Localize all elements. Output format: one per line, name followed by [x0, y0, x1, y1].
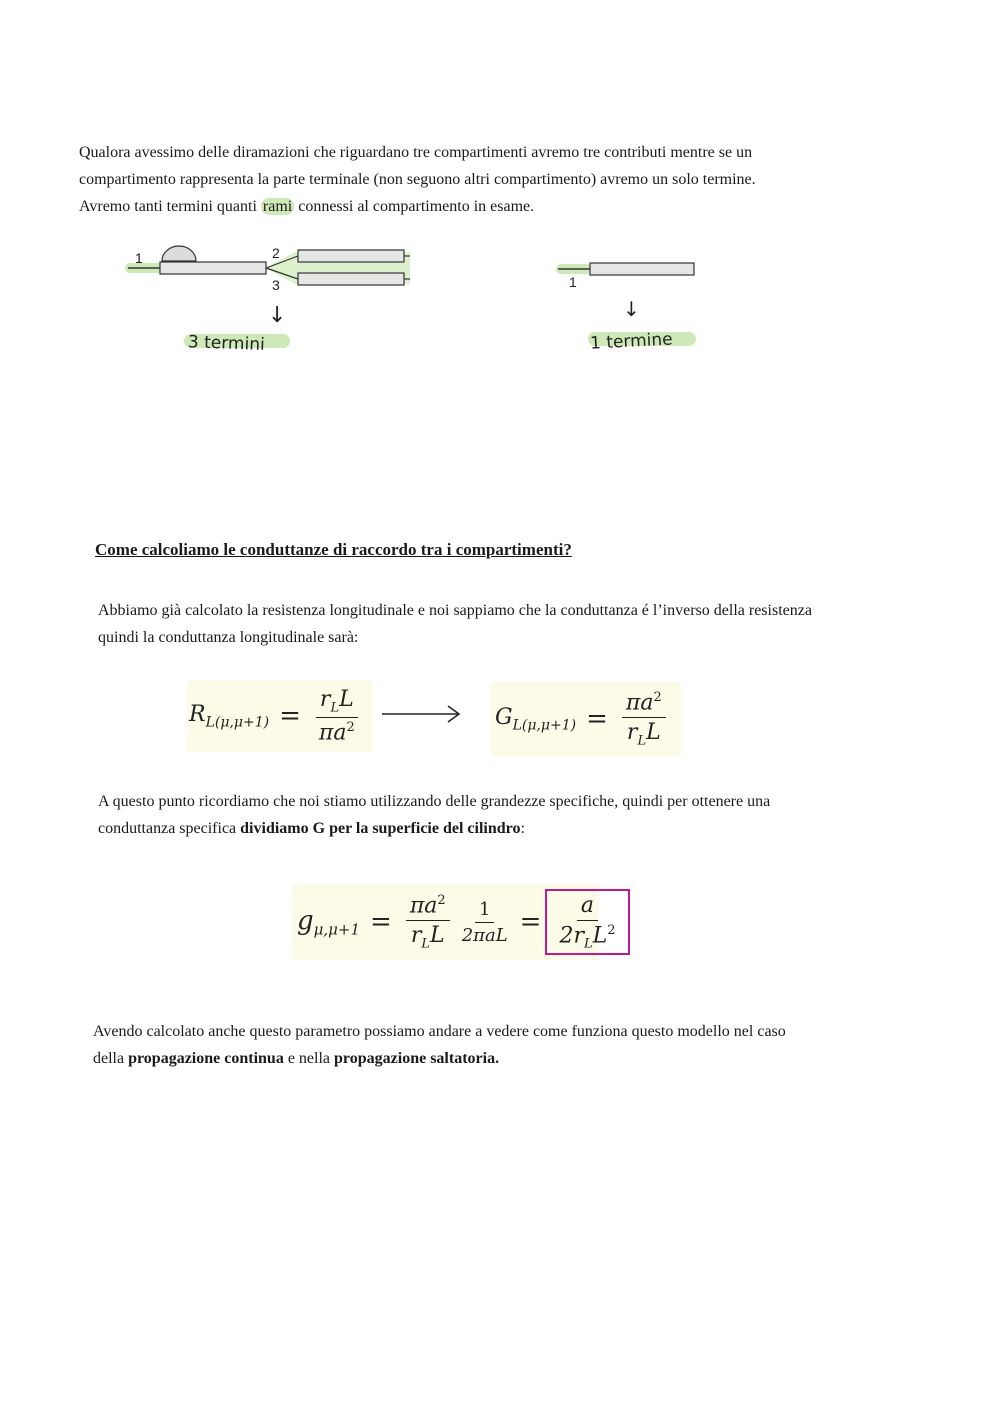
fraction: $\frac{\pi a^2}{r_LL}$ — [622, 690, 666, 749]
bold-text: propagazione saltatoria. — [334, 1050, 500, 1067]
fraction: $\frac{1}{\text{2πaL}}$ — [461, 898, 508, 946]
fraction: $\frac{r_LL}{\pi a^2}$ — [315, 687, 359, 746]
equals-sign: = — [586, 704, 608, 734]
equals-sign: = — [519, 907, 542, 937]
bold-text: propagazione continua — [128, 1050, 284, 1067]
para4-line-1: Avendo calcolato anche questo parametro possiamo andare a vedere come funziona questo modello nel caso — [93, 1023, 786, 1040]
highlight-rami: rami — [262, 198, 293, 215]
label-2: 2 — [272, 245, 280, 261]
arrow-down-icon: ↓ — [268, 303, 287, 328]
terminal-compartment — [590, 263, 694, 275]
label-3: 3 — [272, 277, 280, 293]
para3-line-1: A questo punto ricordiamo che noi stiamo utilizzando delle grandezze specifiche, quindi per ottenere una — [98, 793, 771, 810]
result-box — [545, 889, 629, 956]
intro-line-3 — [79, 193, 534, 220]
intro-line-1: Qualora avessimo delle diramazioni che riguardano tre compartimenti avremo tre contributi mentre se un — [79, 144, 753, 161]
label-1: 1 — [569, 274, 577, 290]
intro-line-3-pre: Avremo tanti termini quanti — [79, 198, 261, 215]
intro-line-2: compartimento rappresenta la parte terminale (non seguono altri compartimento) avremo un solo termine. — [79, 171, 756, 188]
section-heading: Come calcoliamo le conduttanze di raccordo tra i compartimenti? — [95, 540, 572, 559]
para4-line-2: della propagazione continua e nella propagazione saltatoria. — [93, 1050, 500, 1067]
branch-compartment-3 — [298, 273, 404, 285]
formula-lhs: $g_{\mu,\mu+1}$ — [297, 905, 361, 939]
terminal-compartment-diagram — [550, 250, 710, 360]
equals-sign: = — [370, 907, 392, 937]
branching-compartments-diagram — [120, 238, 430, 358]
intro-line-3-post: connessi al compartimento in esame. — [294, 198, 535, 215]
label-1: 1 — [135, 250, 143, 266]
fraction: $\frac{a}{2r_LL^2}$ — [559, 892, 616, 952]
formula-lhs: $G_{L(\mu,\mu+1)}$ — [495, 704, 577, 734]
caption-1-termine: 1 termine — [589, 329, 674, 354]
formula-conductance — [491, 682, 681, 756]
bold-text: dividiamo G per la superficie del cilindro — [240, 820, 521, 837]
arrow-right-icon — [380, 702, 464, 726]
formula-resistance — [187, 680, 372, 752]
para2-line-1: Abbiamo già calcolato la resistenza longitudinale e noi sappiamo che la conduttanza é l’inverso della resistenza — [98, 602, 812, 619]
equals-sign: = — [279, 701, 301, 731]
formula-lhs: $R_{L(\mu,\mu+1)}$ — [189, 701, 270, 731]
formula-specific-conductance — [293, 884, 616, 960]
main-compartment — [160, 262, 266, 274]
arrow-down-icon: ↓ — [623, 297, 640, 321]
branch-compartment-2 — [298, 250, 404, 262]
soma-dome — [162, 246, 196, 261]
caption-3-termini: 3 termini — [187, 332, 266, 355]
para2-line-2: quindi la conduttanza longitudinale sarà: — [98, 629, 359, 646]
para3-line-2: conduttanza specifica dividiamo G per la superficie del cilindro: — [98, 820, 525, 837]
fraction: $\frac{\pi a^2}{r_LL}$ — [406, 893, 450, 952]
